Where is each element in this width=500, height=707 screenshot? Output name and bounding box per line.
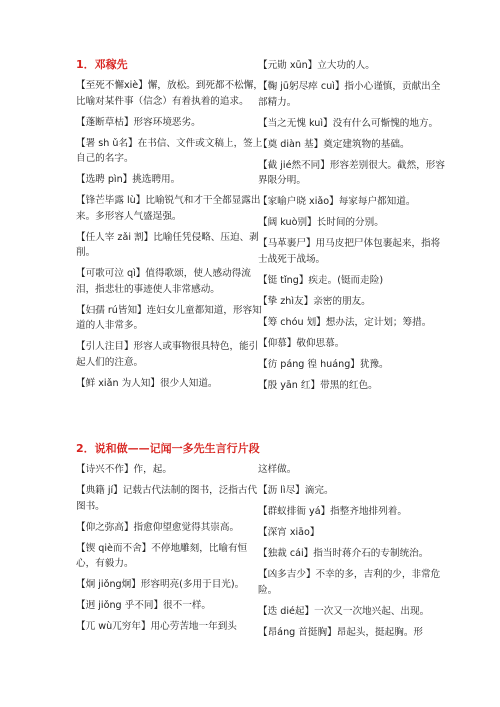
vocab-entry: 【深宵 xiāo】	[258, 527, 320, 538]
vocab-entry: 【兀 wù兀穷年】用心劳苦地一年到头	[76, 621, 237, 632]
vocab-entry: 【诗兴不作】作，起。	[76, 464, 172, 475]
vocab-entry: 【蓬断草枯】形容环境恶劣。	[76, 116, 201, 128]
vocab-entry: 【锲 qiè而不舍】不停地雕刻，比喻有恒心，有毅力。	[76, 542, 248, 569]
vocab-entry: 【彷 páng 徨 huáng】犹豫。	[258, 358, 389, 370]
vocab-entry: 【马革裹尸】用马皮把尸体包裹起来，指将士战死于战场。	[258, 238, 441, 265]
vocab-entry: 【鞠 jū躬尽瘁 cuì】指小心谨慎，贡献出全部精力。	[258, 81, 441, 108]
vocab-entry: 【家喻户晓 xiǎo】每家每户都知道。	[258, 196, 416, 207]
vocab-entry: 【锋芒毕露 lù】比喻锐气和才干全都显露出来。多形容人气盛逞强。	[76, 195, 261, 222]
section2-left-column	[76, 442, 276, 640]
vocab-entry: 【迥 jiǒng 乎不同】很不一样。	[76, 600, 212, 611]
vocab-entry: 【群蚁排衙 yá】指整齐地排列着。	[258, 506, 407, 517]
vocab-entry: 【殷 yān 红】带黑的红色。	[258, 379, 378, 391]
vocab-entry: 【可歌可泣 qì】值得歌颂，使人感动得流泪，指悲壮的事迹使人非常感动。	[76, 268, 251, 295]
vocab-entry: 【元勋 xūn】立大功的人。	[258, 60, 375, 71]
vocab-entry: 【选聘 pìn】挑选聘用。	[76, 174, 181, 185]
vocab-entry: 【筹 chóu 划】想办法，定计划；筹措。	[258, 316, 432, 328]
vocab-entry: 【独裁 cái】指当时蒋介石的专制统治。	[258, 548, 429, 559]
vocab-entry: 【昂áng 首挺胸】昂起头，挺起胸。形	[258, 626, 424, 638]
section1-title: 1．邓稼先	[76, 58, 128, 71]
vocab-entry: 【引人注目】形容人或事物很具特色，能引起人们的注意。	[76, 341, 259, 368]
vocab-entry: 【仰之弥高】指愈仰望愈觉得其崇高。	[76, 521, 240, 533]
vocab-entry: 【迭 dié起】一次又一次地兴起、出现。	[258, 605, 430, 617]
vocab-entry: 【凶多吉少】不幸的多，吉利的少，非常危险。	[258, 569, 441, 596]
section2-title: 2．说和做——记闻一多先生言行片段	[76, 442, 260, 455]
vocab-entry: 【妇孺 rú皆知】连妇女儿童都知道，形容知道的人非常多。	[76, 304, 262, 331]
vocab-entry: 【任人宰 zǎi 割】比喻任凭侵略、压迫、剥削。	[76, 231, 259, 258]
vocab-entry: 【仰慕】敬仰思慕。	[258, 337, 345, 349]
vocab-entry: 【截 jié然不同】形容差别很大。截然，形容界限分明。	[258, 159, 445, 186]
vocab-entry: 【铤 tǐng】疾走。(铤而走险)	[258, 274, 384, 286]
vocab-entry: 【沥 lì尽】滴完。	[258, 485, 334, 496]
vocab-entry: 【至死不懈xiè】懈，放松。到死都不松懈，比喻对某件事（信念）有着执着的追求。	[76, 80, 263, 107]
section2-right-column	[258, 462, 448, 646]
vocab-entry: 【署 sh ǔ名】在书信、文件或文稿上，签上自己的名字。	[76, 137, 263, 164]
section1-right-column	[258, 58, 448, 399]
vocab-entry: 【当之无愧 kuì】没有什么可惭愧的地方。	[258, 117, 439, 129]
vocab-entry: 【阔 kuò别】长时间的分别。	[258, 217, 384, 228]
vocab-entry: 【奠 diàn 基】奠定建筑物的基础。	[258, 138, 410, 150]
vocab-entry: 这样做。	[258, 464, 297, 475]
vocab-entry: 【炯 jiǒng炯】形容明亮(多用于目光)。	[76, 579, 245, 590]
vocab-entry: 【典籍 jí】记载古代法制的图书，泛指古代图书。	[76, 485, 258, 512]
vocab-entry: 【挚 zhì友】亲密的朋友。	[258, 295, 371, 307]
section1-left-column	[76, 58, 266, 397]
vocab-entry: 【鲜 xiǎn 为人知】很少人知道。	[76, 377, 218, 389]
